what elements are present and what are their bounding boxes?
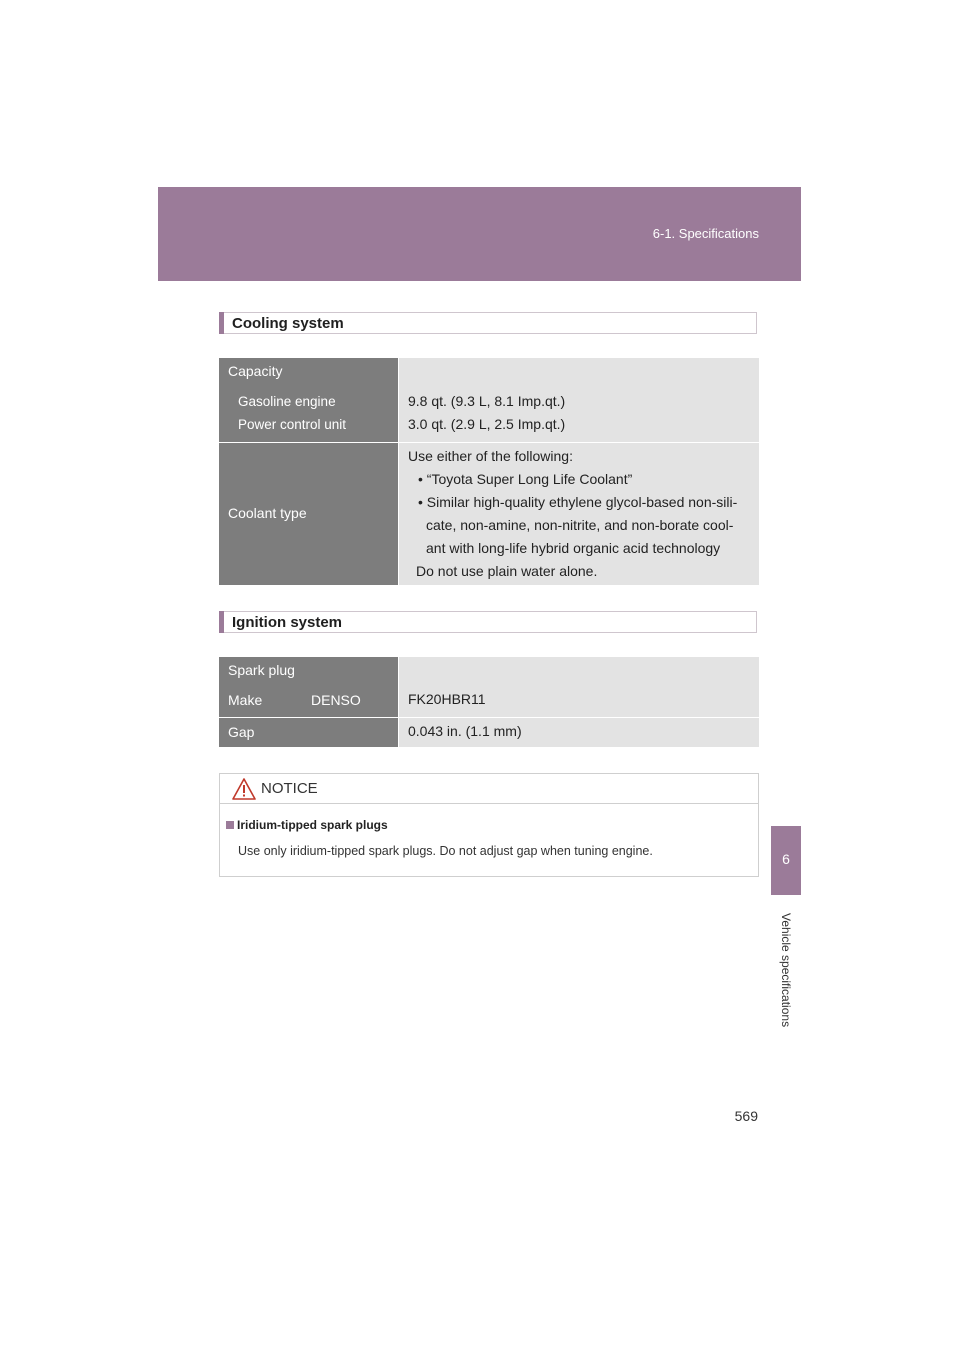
coolant-label-cell <box>219 443 398 585</box>
ignition-heading-title: Ignition system <box>232 614 343 631</box>
spark-plug-label: Spark plug <box>228 662 295 678</box>
coolant-item: cate, non-amine, non-nitrite, and non-borate cool- <box>426 517 734 533</box>
gap-label: Gap <box>228 724 255 740</box>
page-number: 569 <box>734 1108 758 1124</box>
heading-accent-bar <box>219 611 224 633</box>
gap-value: 0.043 in. (1.1 mm) <box>408 723 522 739</box>
gap-value-cell <box>399 718 759 747</box>
coolant-value-cell <box>399 443 759 585</box>
cooling-heading <box>219 312 757 334</box>
make-brand: DENSO <box>311 692 361 708</box>
coolant-row <box>219 443 759 585</box>
bullet-square-icon <box>226 821 234 829</box>
chapter-label: Vehicle specifications <box>779 912 793 1028</box>
coolant-label: Coolant type <box>228 505 307 521</box>
spark-plug-value-cell <box>399 657 759 717</box>
section-title: 6-1. Specifications <box>652 226 759 241</box>
warning-triangle-icon <box>232 778 256 805</box>
capacity-label: Capacity <box>228 363 283 379</box>
capacity-value-cell <box>399 358 759 442</box>
notice-body: Use only iridium-tipped spark plugs. Do not adjust gap when tuning engine. <box>238 844 653 858</box>
cooling-table <box>219 358 759 585</box>
coolant-intro: Use either of the following: <box>408 448 573 464</box>
cooling-heading-title: Cooling system <box>232 315 344 332</box>
coolant-item: • Similar high-quality ethylene glycol-based non-sili- <box>418 494 738 510</box>
heading-accent-bar <box>219 312 224 334</box>
spark-plug-label-cell <box>219 657 398 717</box>
notice-header <box>220 774 758 804</box>
chapter-tab <box>771 826 801 895</box>
make-label: Make <box>228 692 263 708</box>
notice-title: NOTICE <box>261 780 318 797</box>
coolant-item: ant with long-life hybrid organic acid technology <box>426 540 721 556</box>
gap-row <box>219 718 759 747</box>
gap-label-cell <box>219 718 398 747</box>
gasoline-label: Gasoline engine <box>238 394 336 409</box>
notice-subtitle: Iridium-tipped spark plugs <box>237 818 388 832</box>
gasoline-value: 9.8 qt. (9.3 L, 8.1 Imp.qt.) <box>408 393 566 409</box>
ignition-heading <box>219 611 757 633</box>
make-value: FK20HBR11 <box>408 691 486 707</box>
capacity-label-cell <box>219 358 398 442</box>
coolant-item: • “Toyota Super Long Life Coolant” <box>418 471 633 487</box>
chapter-number: 6 <box>782 851 790 867</box>
power-control-value: 3.0 qt. (2.9 L, 2.5 Imp.qt.) <box>408 416 566 432</box>
power-control-label: Power control unit <box>238 417 347 432</box>
header-band <box>158 187 801 281</box>
notice-box <box>219 773 759 877</box>
chapter-label-wrap <box>771 900 801 1040</box>
spark-plug-row <box>219 657 759 717</box>
capacity-row <box>219 358 759 442</box>
ignition-table <box>219 657 759 747</box>
coolant-note: Do not use plain water alone. <box>416 563 598 579</box>
